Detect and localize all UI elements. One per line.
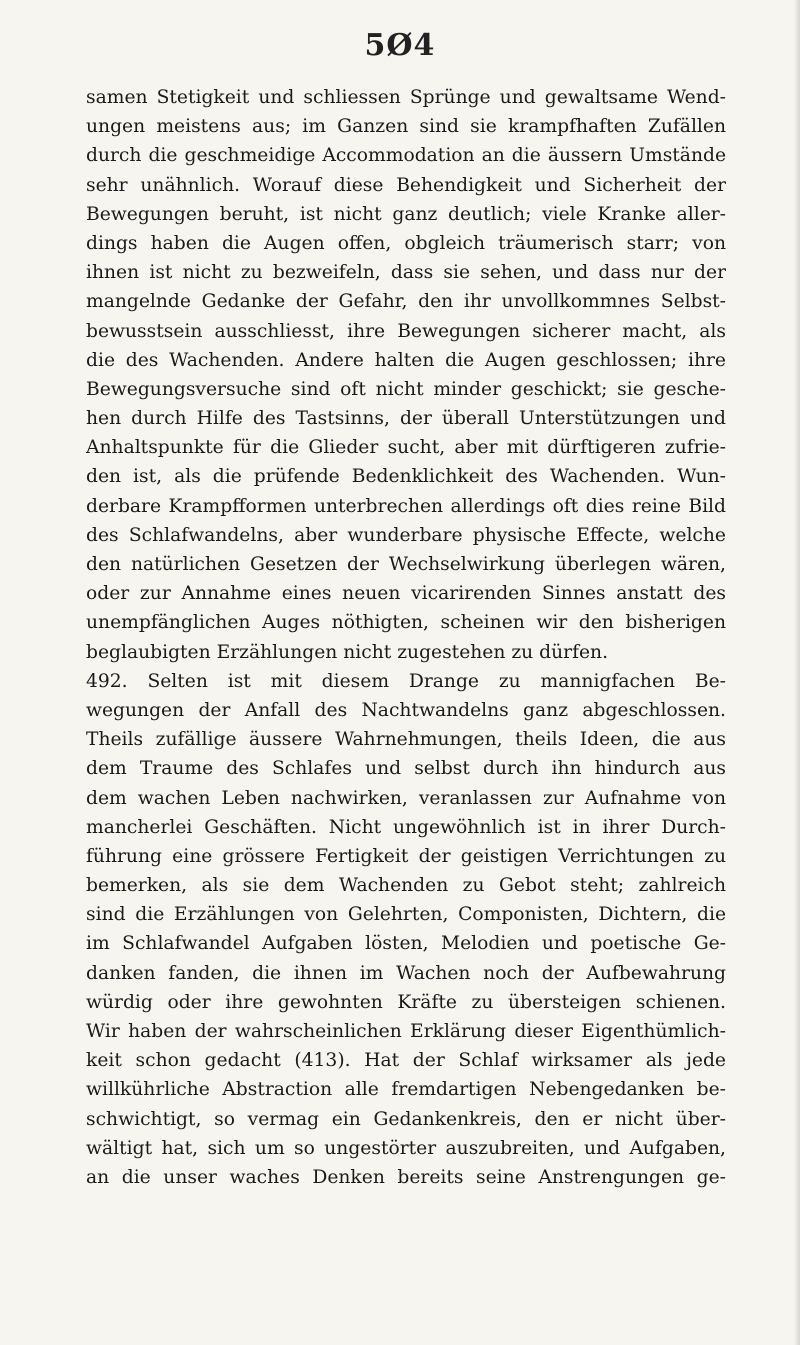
text-line: willkührliche Abstraction alle fremdartigen Nebengedanken be- [86, 1079, 726, 1101]
text-line: durch die geschmeidige Accommodation an die äussern Umstände [86, 145, 726, 167]
text-line: samen Stetigkeit und schliessen Sprünge und gewaltsame Wend- [86, 87, 726, 108]
text-line: Bewegungen beruht, ist nicht ganz deutlich; viele Kranke aller- [86, 203, 726, 225]
text-line: schwichtigt, so vermag ein Gedankenkreis, den er nicht über- [86, 1108, 726, 1130]
text-line: den natürlichen Gesetzen der Wechselwirkung überlegen wären, [86, 554, 726, 575]
text-line: den ist, als die prüfende Bedenklichkeit des Wachenden. Wun- [86, 466, 726, 488]
body-text [86, 83, 726, 1192]
text-line: unempfänglichen Auges nöthigten, scheinen wir den bisherigen [86, 612, 726, 634]
text-line: derbare Krampfformen unterbrechen allerdings oft dies reine Bild [86, 495, 726, 517]
text-line: an die unser waches Denken bereits seine Anstrengungen ge- [86, 1166, 726, 1188]
text-line: keit schon gedacht (413). Hat der Schlaf wirksamer als jede [86, 1050, 726, 1072]
text-line: oder zur Annahme eines neuen vicarirenden Sinnes anstatt des [86, 583, 726, 605]
page-number: 5Ø4 [364, 28, 436, 63]
text-line: im Schlafwandel Aufgaben lösten, Melodien und poetische Ge- [86, 933, 726, 955]
text-line: ungen meistens aus; im Ganzen sind sie krampfhaften Zufällen [86, 116, 726, 138]
text-line: bemerken, als sie dem Wachenden zu Gebot steht; zahlreich [86, 875, 726, 897]
text-line: Wir haben der wahrscheinlichen Erklärung dieser Eigenthümlich- [86, 1021, 726, 1042]
text-line: des Schlafwandelns, aber wunderbare physische Effecte, welche [86, 524, 726, 546]
text-line: beglaubigten Erzählungen nicht zugestehen zu dürfen. [86, 641, 609, 663]
text-line: dem wachen Leben nachwirken, veranlassen zur Aufnahme von [86, 787, 726, 809]
text-line: würdig oder ihre gewohnten Kräfte zu übersteigen schienen. [86, 991, 726, 1013]
text-line: wegungen der Anfall des Nachtwandelns ganz abgeschlossen. [86, 699, 726, 721]
text-line: ihnen ist nicht zu bezweifeln, dass sie sehen, und dass nur der [86, 262, 726, 284]
text-line: die des Wachenden. Andere halten die Augen geschlossen; ihre [86, 349, 726, 371]
section-start-line: 492. Selten ist mit diesem Drange zu mannigfachen Be- [86, 670, 726, 692]
text-line: Bewegungsversuche sind oft nicht minder geschickt; sie gesche- [86, 378, 726, 400]
text-line: führung eine grössere Fertigkeit der geistigen Verrichtungen zu [86, 845, 726, 867]
text-line: Theils zufällige äussere Wahrnehmungen, theils Ideen, die aus [86, 729, 726, 751]
text-line: dings haben die Augen offen, obgleich träumerisch starr; von [86, 232, 726, 254]
text-line: sind die Erzählungen von Gelehrten, Componisten, Dichtern, die [86, 904, 726, 926]
text-line: sehr unähnlich. Worauf diese Behendigkeit und Sicherheit der [86, 174, 726, 196]
text-line: mangelnde Gedanke der Gefahr, den ihr unvollkommnes Selbst- [86, 291, 726, 313]
text-line: wältigt hat, sich um so ungestörter auszubreiten, und Aufgaben, [86, 1137, 726, 1159]
text-line: hen durch Hilfe des Tastsinns, der überall Unterstützungen und [86, 408, 726, 430]
text-line: mancherlei Geschäften. Nicht ungewöhnlich ist in ihrer Durch- [86, 816, 726, 838]
text-line: bewusstsein ausschliesst, ihre Bewegungen sicherer macht, als [86, 320, 726, 342]
text-line: danken fanden, die ihnen im Wachen noch der Aufbewahrung [86, 962, 726, 984]
text-line: Anhaltspunkte für die Glieder sucht, aber mit dürftigeren zufrie- [86, 437, 726, 459]
page-edge-shadow [794, 0, 800, 1345]
text-line: dem Traume des Schlafes und selbst durch ihn hindurch aus [86, 758, 726, 780]
